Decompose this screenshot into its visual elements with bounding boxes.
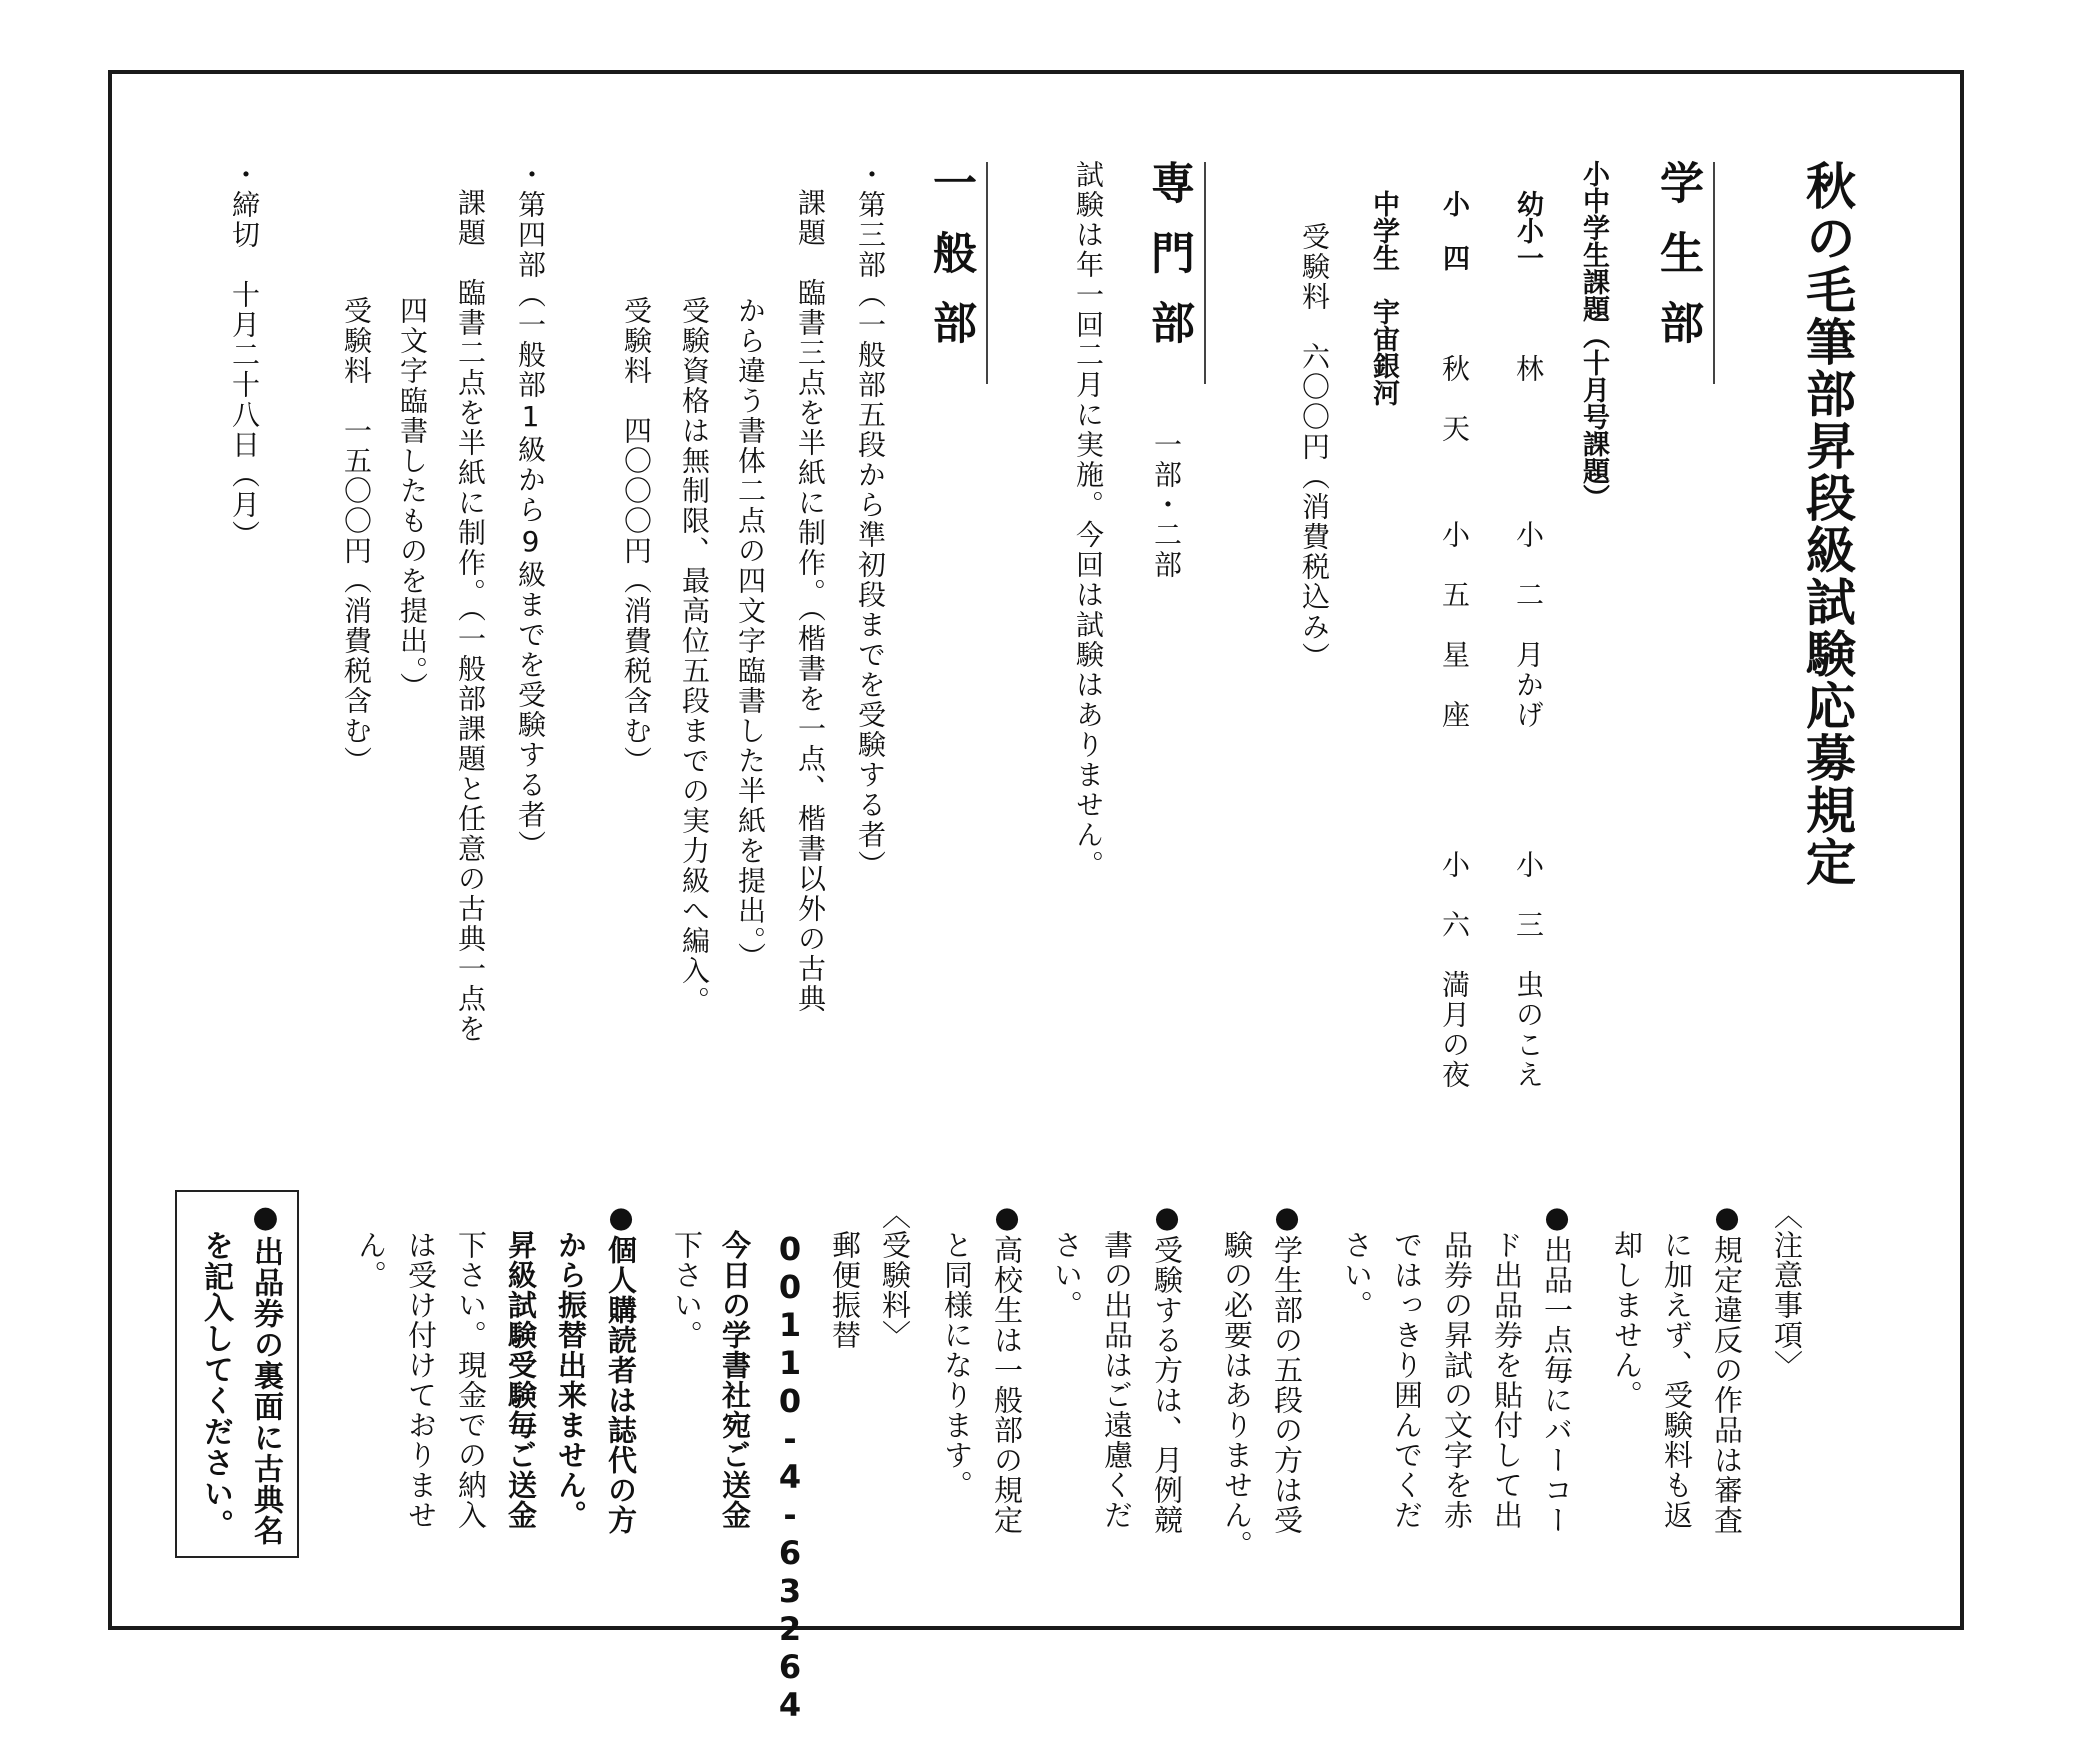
fee-method: 郵便振替 xyxy=(828,1230,862,1350)
middle-school-subject: 中学生 宇宙銀河 xyxy=(1368,190,1399,406)
note6-line5: は受け付けておりませ xyxy=(404,1230,438,1530)
note1-line3: 却しません。 xyxy=(1610,1230,1644,1410)
section-divider-student xyxy=(1713,162,1715,384)
student-subject-label: 小中学生課題（十月号課題） xyxy=(1578,160,1609,511)
subject-item-s6: 小 六 満月の夜 xyxy=(1438,850,1471,1090)
section-heading-special: 専門部 xyxy=(1143,160,1194,370)
boxed-note-line2: を記入してください。 xyxy=(198,1230,233,1540)
section-heading-general: 一般部 xyxy=(925,160,976,370)
part3-line1: 課題 臨書三点を半紙に制作。（楷書を一点、楷書以外の古典 xyxy=(794,188,827,1014)
note4-line3: さい。 xyxy=(1050,1230,1084,1320)
notes-header: 〈注意事項〉 xyxy=(1770,1200,1804,1380)
section-divider-general xyxy=(986,162,988,384)
subject-item-k2: 小 二 月かげ xyxy=(1512,520,1545,730)
note3-line1: ●学生部の五段の方は受 xyxy=(1270,1200,1304,1535)
part3-line2: から違う書体二点の四文字臨書した半紙を提出。） xyxy=(734,296,767,972)
note6-line4: 下さい。現金での納入 xyxy=(454,1230,488,1530)
special-text: 試験は年一回二月に実施。今回は試験はありません。 xyxy=(1072,160,1105,880)
fee-header: 〈受験料〉 xyxy=(878,1200,912,1350)
section-divider-special xyxy=(1204,162,1206,384)
payee-line2: 下さい。 xyxy=(670,1230,704,1350)
part4-fee: 受験料 一五〇〇円（消費税含む） xyxy=(340,296,373,776)
boxed-note-line1: ●出品券の裏面に古典名 xyxy=(248,1200,283,1546)
note4-line2: 書の出品はご遠慮くだ xyxy=(1100,1230,1134,1530)
subject-item-k1: 林 xyxy=(1512,354,1545,384)
special-sub-label: 一部・二部 xyxy=(1150,430,1183,580)
payee-line1: 今日の学書社宛ご送金 xyxy=(718,1230,752,1530)
note4-line1: ●受験する方は、月例競 xyxy=(1150,1200,1184,1535)
deadline: ・締切 十月二十八日（月） xyxy=(228,160,261,550)
part3-title: ・第三部（一般部五段から準初段までを受験する者） xyxy=(854,160,887,880)
note2-line4: ではっきり囲んでくだ xyxy=(1390,1230,1424,1530)
part3-fee: 受験料 四〇〇〇円（消費税含む） xyxy=(620,296,653,776)
part4-title: ・第四部（一般部1級から9級までを受験する者） xyxy=(514,160,547,860)
note6-line1: ●個人購読者は誌代の方 xyxy=(604,1200,638,1535)
note6-line3: 昇級試験受験毎ご送金 xyxy=(504,1230,538,1530)
student-fee: 受験料 六〇〇円（消費税込み） xyxy=(1298,222,1331,672)
part4-line1: 課題 臨書二点を半紙に制作。（一般部課題と任意の古典一点を xyxy=(454,188,487,1044)
subject-item-k3: 小 三 虫のこえ xyxy=(1512,850,1545,1090)
subject-item-s5: 小 五 星 座 xyxy=(1438,520,1471,730)
note6-line6: ん。 xyxy=(354,1230,388,1290)
note1-line1: ●規定違反の作品は審査 xyxy=(1710,1200,1744,1535)
subject-item-s4: 秋 天 xyxy=(1438,354,1471,444)
note5-line2: と同様になります。 xyxy=(940,1230,974,1500)
part3-line3: 受験資格は無制限、最高位五段までの実力級へ編入。 xyxy=(678,296,711,1016)
postal-account-number: 00110-4-63264 xyxy=(771,1230,809,1724)
note3-line2: 験の必要はありません。 xyxy=(1220,1230,1254,1560)
note2-line5: さい。 xyxy=(1340,1230,1374,1320)
part4-line2: 四文字臨書したものを提出。） xyxy=(396,296,429,702)
note6-line2: から振替出来ません。 xyxy=(554,1230,588,1530)
note1-line2: に加えず、受験料も返 xyxy=(1660,1230,1694,1530)
grade-label-col1: 幼小一 xyxy=(1512,190,1543,271)
note2-line2: ド出品券を貼付して出 xyxy=(1490,1230,1524,1530)
note2-line3: 品券の昇試の文字を赤 xyxy=(1440,1230,1474,1530)
note5-line1: ●高校生は一般部の規定 xyxy=(990,1200,1024,1535)
grade-label-col2: 小 四 xyxy=(1438,190,1469,271)
page-title: 秋の毛筆部昇段級試験応募規定 xyxy=(1798,160,1856,888)
note2-line1: ●出品一点毎にバーコー xyxy=(1540,1200,1574,1535)
section-heading-student: 学生部 xyxy=(1652,160,1703,370)
